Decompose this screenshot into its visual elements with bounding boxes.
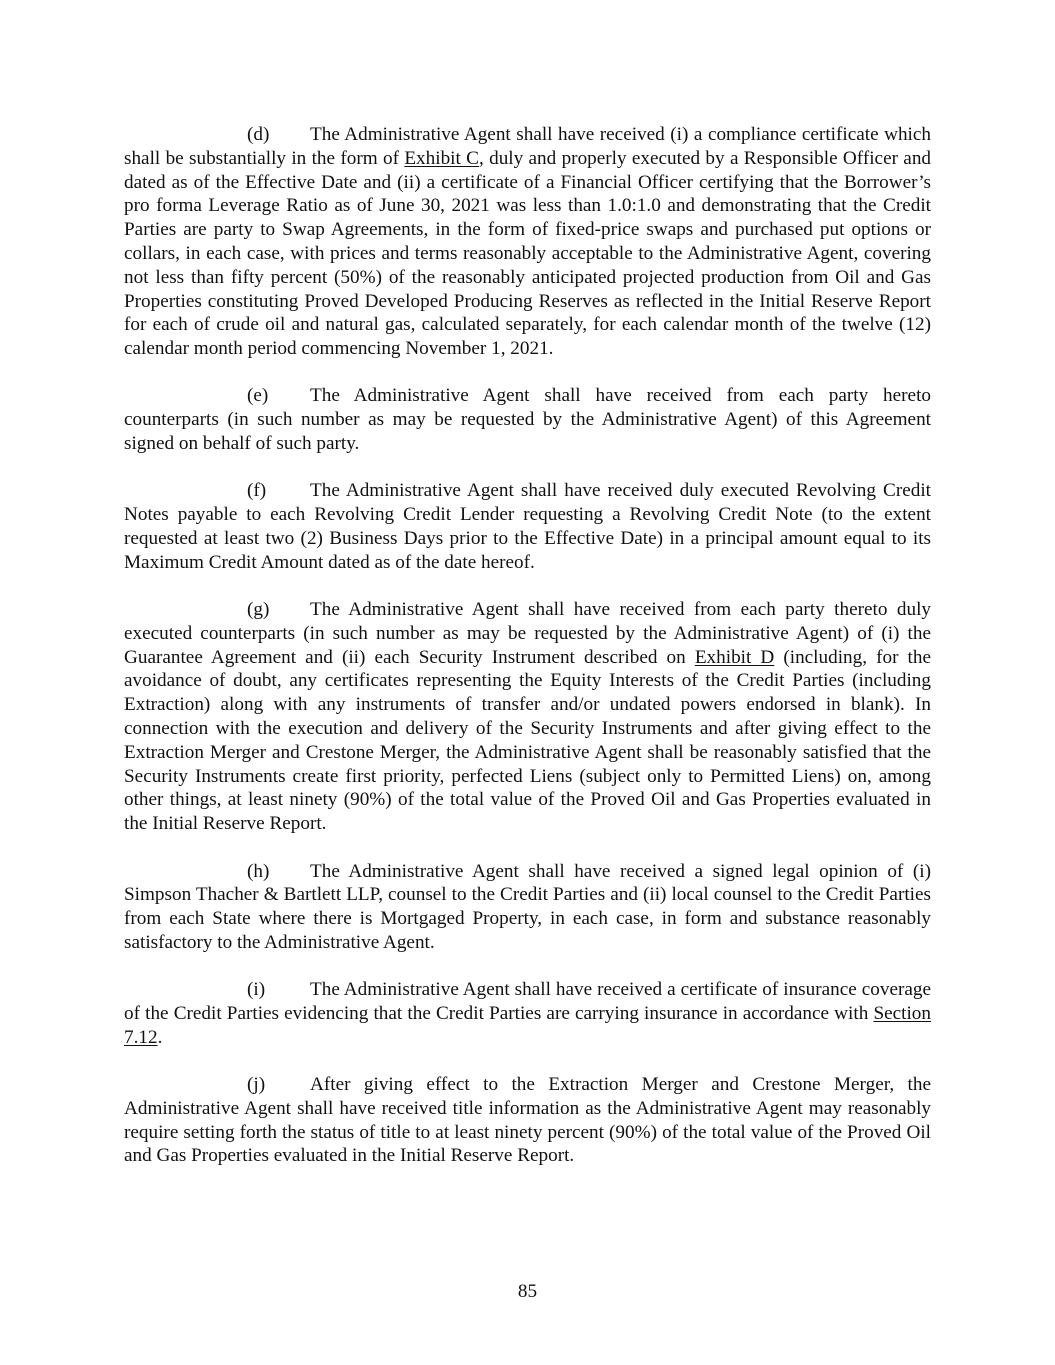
paragraph-label: (g): [247, 599, 270, 621]
paragraph-label: (h): [247, 860, 270, 882]
paragraph-label: (e): [247, 385, 269, 407]
paragraph-i: [124, 978, 931, 1049]
paragraph-text: The Administrative Agent shall have received from each party thereto duly executed counterparts (in such number as may be requested by the Administrative Agent) of (i) the Guarantee Agreement and (ii) each Security Instrument described on: [124, 599, 931, 668]
paragraph-e: [124, 384, 931, 455]
paragraph-text: , duly and properly executed by a Responsible Officer and dated as of the Effective Date and (ii) a certificate of a Financial Officer certifying that the Borrower’s pro forma Leverage Ratio as of June 30, 2021 was less than 1.0:1.0 and demonstrating that the Credit Parties are party to Swap Agreements, in the form of fixed-price swaps and purchased put options or collars, in each case, with prices and terms reasonably acceptable to the Administrative Agent, covering not less than fifty percent (50%) of the reasonably anticipated projected production from Oil and Gas Properties constituting Proved Developed Producing Reserves as reflected in the Initial Reserve Report for each of crude oil and natural gas, calculated separately, for each calendar month of the twelve (12) calendar month period commencing November 1, 2021.: [124, 147, 932, 360]
paragraph-text: The Administrative Agent shall have received from each party hereto counterparts (in such number as may be requested by the Administrative Agent) of this Agreement signed on behalf of such party.: [124, 385, 931, 455]
paragraph-label: (i): [247, 979, 266, 1001]
exhibit-c-reference: Exhibit C: [404, 147, 479, 169]
paragraph-label: (d): [247, 124, 270, 145]
paragraph-g: [124, 598, 931, 836]
paragraph-text: .: [157, 1026, 163, 1048]
paragraph-d: [124, 123, 931, 361]
section-7-12-reference: Section 7.12: [124, 1003, 931, 1048]
paragraph-label: (f): [247, 480, 267, 502]
paragraph-j: [124, 1073, 931, 1168]
paragraph-label: (j): [247, 1074, 266, 1096]
paragraph-text: The Administrative Agent shall have received a signed legal opinion of (i) Simpson Thacher & Bartlett LLP, counsel to the Credit Parties and (ii) local counsel to the Credit Parties from each State where there is Mortgaged Property, in each case, in form and substance reasonably satisfactory to the Administrative Agent.: [124, 860, 931, 953]
document-body: [124, 123, 931, 1192]
page-number: 85: [517, 1281, 538, 1302]
paragraph-text: After giving effect to the Extraction Merger and Crestone Merger, the Administrative Agent shall have received title information as the Administrative Agent may reasonably require setting forth the status of title to at least ninety percent (90%) of the total value of the Proved Oil and Gas Properties evaluated in the Initial Reserve Report.: [124, 1074, 931, 1167]
paragraph-text: The Administrative Agent shall have received duly executed Revolving Credit Notes payable to each Revolving Credit Lender requesting a Revolving Credit Note (to the extent requested at least two (2) Business Days prior to the Effective Date) in a principal amount equal to its Maximum Credit Amount dated as of the date hereof.: [124, 480, 931, 573]
exhibit-d-reference: Exhibit D: [694, 646, 775, 668]
paragraph-text: The Administrative Agent shall have received (i) a compliance certificate which shall be substantially in the form of: [124, 124, 931, 169]
paragraph-text: (including, for the avoidance of doubt, any certificates representing the Equity Interests of the Credit Parties (including Extraction) along with any instruments of transfer and/or undated powers endorsed in blank). In connection with the execution and delivery of the Security Instruments and after giving effect to the Extraction Merger and Crestone Merger, the Administrative Agent shall be reasonably satisfied that the Security Instruments create first priority, perfected Liens (subject only to Permitted Liens) on, among other things, at least ninety (90%) of the total value of the Proved Oil and Gas Properties evaluated in the Initial Reserve Report.: [124, 646, 931, 835]
paragraph-h: [124, 860, 931, 955]
paragraph-text: The Administrative Agent shall have received a certificate of insurance coverage of the Credit Parties evidencing that the Credit Parties are carrying insurance in accordance with: [124, 979, 931, 1024]
paragraph-f: [124, 479, 931, 574]
